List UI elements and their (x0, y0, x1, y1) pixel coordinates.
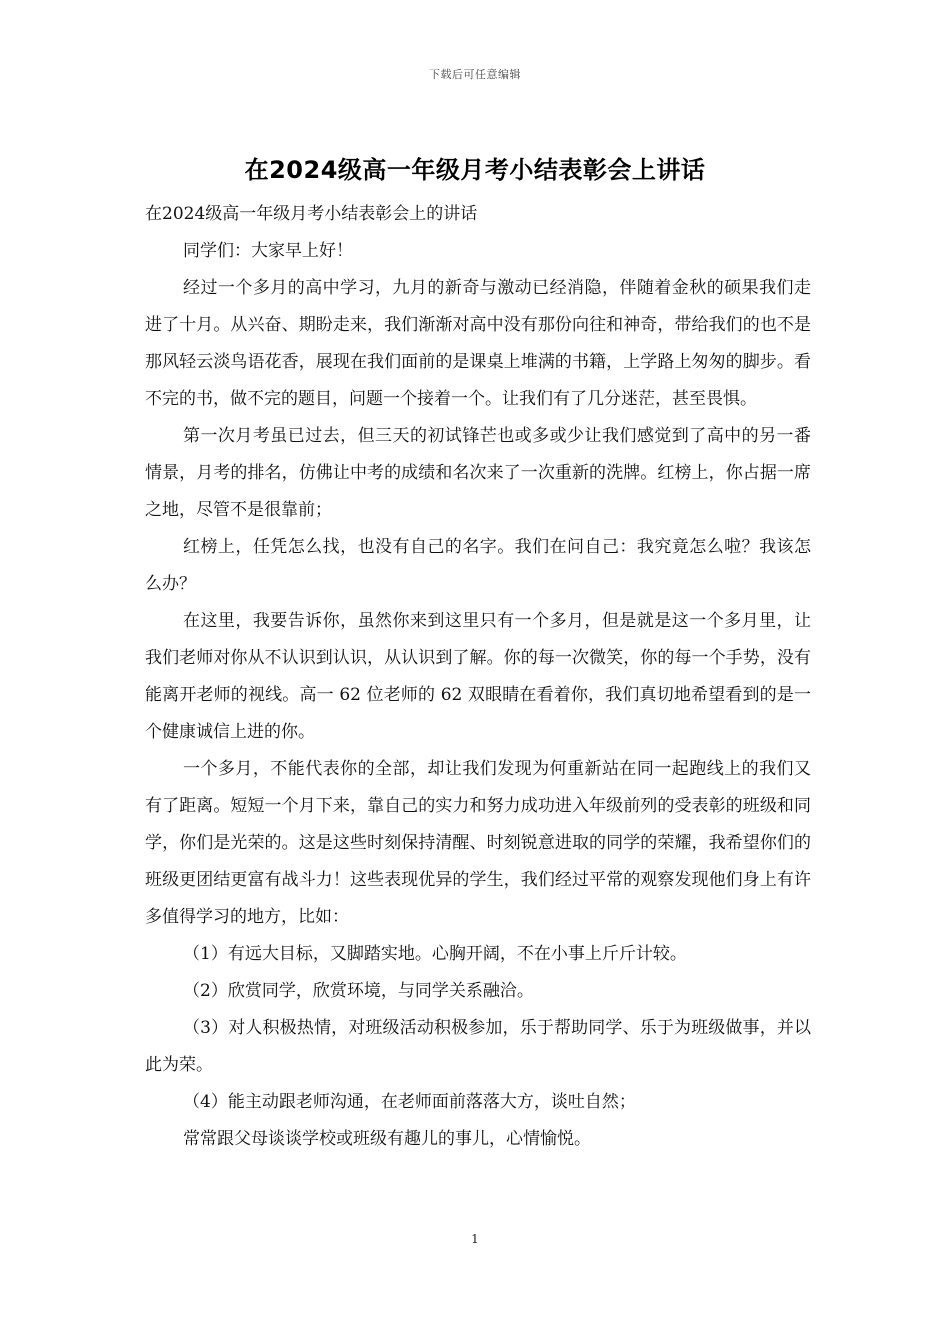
list-item: （3）对人积极热情，对班级活动积极参加，乐于帮助同学、乐于为班级做事，并以此为荣。 (145, 1018, 811, 1075)
greeting-paragraph: 同学们：大家早上好！ (183, 241, 353, 261)
body-paragraph: 一个多月，不能代表你的全部，却让我们发现为何重新站在同一起跑线上的我们又有了距离。短短一个月下来，靠自己的实力和努力成功进入年级前列的受表彰的班级和同学，你们是光荣的。这是这些时刻保持清醒、时刻锐意进取的同学的荣耀，我希望你们的班级更团结更富有战斗力！这些表现优异的学生，我们经过平常的观察发现他们身上有许多值得学习的地方，比如： (145, 759, 811, 927)
body-paragraph: 在这里，我要告诉你，虽然你来到这里只有一个多月，但是就是这一个多月里，让我们老师对你从不认识到认识，从认识到了解。你的每一次微笑，你的每一个手势，没有能离开老师的视线。高一 62 位老师的 62 双眼睛在看着你，我们真切地希望看到的是一个健康诚信上进的你。 (145, 611, 811, 742)
document-title: 在2024级高一年级月考小结表彰会上讲话 (244, 156, 706, 184)
subtitle-line: 在2024级高一年级月考小结表彰会上的讲话 (145, 204, 478, 224)
header-note: 下载后可任意编辑 (429, 68, 521, 81)
body-paragraph: 经过一个多月的高中学习，九月的新奇与激动已经消隐，伴随着金秋的硕果我们走进了十月。从兴奋、期盼走来，我们渐渐对高中没有那份向往和神奇，带给我们的也不是那风轻云淡鸟语花香，展现在我们面前的是课桌上堆满的书籍，上学路上匆匆的脚步。看不完的书，做不完的题目，问题一个接着一个。让我们有了几分迷茫，甚至畏惧。 (145, 278, 811, 409)
body-paragraph: 红榜上，任凭怎么找，也没有自己的名字。我们在问自己：我究竟怎么啦？我该怎么办？ (145, 537, 811, 594)
body-paragraph: 第一次月考虽已过去，但三天的初试锋芒也或多或少让我们感觉到了高中的另一番情景，月考的排名，仿佛让中考的成绩和名次来了一次重新的洗牌。红榜上，你占据一席之地，尽管不是很靠前； (145, 426, 811, 520)
body-paragraph: 常常跟父母谈谈学校或班级有趣儿的事儿，心情愉悦。 (183, 1129, 591, 1149)
page-number: 1 (471, 1232, 479, 1246)
document-body (145, 196, 811, 1158)
list-item: （4）能主动跟老师沟通，在老师面前落落大方，谈吐自然； (183, 1092, 636, 1112)
list-item: （2）欣赏同学，欣赏环境，与同学关系融洽。 (183, 981, 534, 1001)
list-item: （1）有远大目标，又脚踏实地。心胸开阔，不在小事上斤斤计较。 (183, 944, 687, 964)
